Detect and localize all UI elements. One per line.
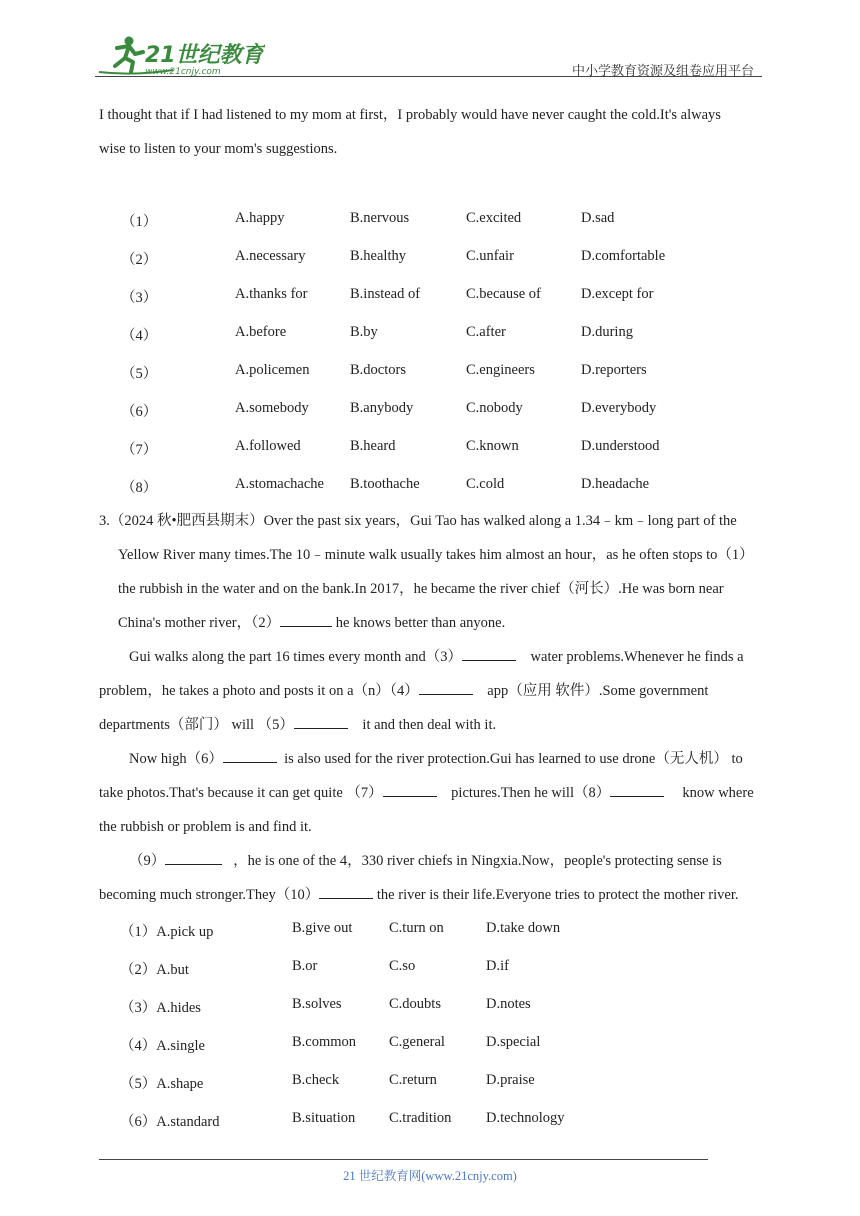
option-number: （4） <box>121 328 158 344</box>
option-b: B.or <box>292 958 318 974</box>
text-line: the rubbish in the water and on the bank.In 2017，he became the river chief（河长）.He was born near <box>118 581 724 597</box>
option-b: B.give out <box>292 920 353 936</box>
option-d: D.except for <box>581 286 654 302</box>
option-b: B.by <box>350 324 378 340</box>
option-a: （3）A.hides <box>120 1000 201 1016</box>
option-a: A.before <box>235 324 287 340</box>
option-d: D.headache <box>581 476 650 492</box>
option-c: C.so <box>389 958 416 974</box>
text-line: the rubbish or problem is and find it. <box>99 819 312 835</box>
option-a: A.thanks for <box>235 286 308 302</box>
answer-blank-7[interactable] <box>383 782 437 797</box>
option-d: D.special <box>486 1034 541 1050</box>
option-b: B.common <box>292 1034 357 1050</box>
option-number: （1） <box>121 214 158 230</box>
option-d: D.everybody <box>581 400 657 416</box>
text-segment: ，he is one of the 4，330 river chiefs in Ningxia.Now，people's protecting sense is <box>233 853 722 869</box>
option-b: B.check <box>292 1072 340 1088</box>
text-segment: China's mother river，（2） <box>118 615 281 631</box>
option-c: C.general <box>389 1034 445 1050</box>
option-a: A.happy <box>235 210 285 226</box>
platform-name: 中小学教育资源及组卷应用平台 <box>571 64 754 79</box>
page-footer[interactable]: 21 世纪教育网(www.21cnjy.com) <box>343 1169 517 1183</box>
text-line: Yellow River many times.The 10﹣minute walk usually takes him almost an hour，as he often stops to（1） <box>118 547 754 563</box>
option-a: A.policemen <box>235 362 310 378</box>
text-segment: departments（部门） will （5） <box>99 717 294 733</box>
option-a: （6）A.standard <box>120 1114 220 1130</box>
text-segment: Gui walks along the part 16 times every month and（3） <box>129 649 463 665</box>
option-d: D.understood <box>581 438 660 454</box>
option-b: B.nervous <box>350 210 410 226</box>
answer-blank-8[interactable] <box>610 782 664 797</box>
option-c: C.cold <box>466 476 505 492</box>
option-d: D.sad <box>581 210 615 226</box>
option-b: B.heard <box>350 438 396 454</box>
answer-blank-10[interactable] <box>319 884 373 899</box>
option-a: A.somebody <box>235 400 309 416</box>
site-logo <box>95 32 265 78</box>
prev-passage <box>99 98 763 166</box>
text-line <box>99 640 763 674</box>
option-c: C.tradition <box>389 1110 452 1126</box>
option-b: B.situation <box>292 1110 356 1126</box>
text-segment: know where <box>682 785 754 801</box>
option-c: C.turn on <box>389 920 444 936</box>
answer-blank-5[interactable] <box>294 714 348 729</box>
svg-text:21世纪教育: 21世纪教育 <box>145 43 264 68</box>
option-d: D.praise <box>486 1072 535 1088</box>
text-segment: app（应用 软件）.Some government <box>487 683 709 699</box>
question-stem: 3.（2024 秋•肥西县期末）Over the past six years，Gui Tao has walked along a 1.34﹣km﹣long part of the <box>99 513 737 529</box>
text-segment: becoming much stronger.They（10） <box>99 887 320 903</box>
option-c: C.return <box>389 1072 437 1088</box>
text-segment: （9） <box>129 853 166 869</box>
q3-passage <box>99 504 763 912</box>
option-d: D.during <box>581 324 633 340</box>
option-d: D.take down <box>486 920 561 936</box>
option-number: （2） <box>121 252 158 268</box>
answer-blank-6[interactable] <box>223 748 277 763</box>
text-line: wise to listen to your mom's suggestions. <box>99 141 338 157</box>
option-b: B.healthy <box>350 248 406 264</box>
option-b: B.instead of <box>350 286 421 302</box>
answer-blank-3[interactable] <box>462 646 516 661</box>
text-line <box>99 708 763 742</box>
text-segment: he knows better than anyone. <box>332 615 506 631</box>
option-number: （8） <box>121 480 158 496</box>
text-segment: it and then deal with it. <box>362 717 497 733</box>
text-segment: water problems.Whenever he finds a <box>530 649 744 665</box>
page-header <box>95 32 762 78</box>
option-a: （4）A.single <box>120 1038 205 1054</box>
text-line <box>99 606 763 640</box>
option-number: （3） <box>121 290 158 306</box>
option-a: A.necessary <box>235 248 306 264</box>
footer-divider <box>99 1159 708 1160</box>
svg-text:www.21cnjy.com: www.21cnjy.com <box>145 67 221 77</box>
option-a: （2）A.but <box>120 962 189 978</box>
option-b: B.toothache <box>350 476 420 492</box>
option-c: C.after <box>466 324 506 340</box>
option-d: D.notes <box>486 996 531 1012</box>
text-segment: is also used for the river protection.Gui has learned to use drone（无人机） to <box>284 751 743 767</box>
answer-blank-2[interactable] <box>280 612 332 627</box>
header-divider <box>95 76 762 77</box>
option-b: B.anybody <box>350 400 414 416</box>
option-number: （7） <box>121 442 158 458</box>
answer-blank-4[interactable] <box>419 680 473 695</box>
text-line <box>99 742 763 776</box>
text-line <box>99 776 763 810</box>
option-number: （5） <box>121 366 158 382</box>
text-segment: the river is their life.Everyone tries to protect the mother river. <box>373 887 739 903</box>
option-c: C.nobody <box>466 400 523 416</box>
text-segment: pictures.Then he will（8） <box>451 785 611 801</box>
option-a: A.followed <box>235 438 301 454</box>
option-d: D.technology <box>486 1110 565 1126</box>
option-d: D.if <box>486 958 509 974</box>
text-line <box>99 878 763 912</box>
option-c: C.excited <box>466 210 522 226</box>
text-line <box>99 674 763 708</box>
option-c: C.because of <box>466 286 541 302</box>
option-b: B.solves <box>292 996 342 1012</box>
text-segment: Now high（6） <box>129 751 223 767</box>
option-a: （1）A.pick up <box>120 924 214 940</box>
option-c: C.doubts <box>389 996 441 1012</box>
text-segment: problem，he takes a photo and posts it on a（n）（4） <box>99 683 419 699</box>
option-d: D.comfortable <box>581 248 666 264</box>
option-a: （5）A.shape <box>120 1076 204 1092</box>
option-number: （6） <box>121 404 158 420</box>
option-c: C.unfair <box>466 248 514 264</box>
text-line <box>99 844 763 878</box>
option-c: C.engineers <box>466 362 535 378</box>
option-d: D.reporters <box>581 362 647 378</box>
option-b: B.doctors <box>350 362 406 378</box>
answer-blank-9[interactable] <box>165 850 222 865</box>
option-a: A.stomachache <box>235 476 324 492</box>
text-line: I thought that if I had listened to my mom at first，I probably would have never caught the cold.It's always <box>99 107 721 123</box>
text-segment: take photos.That's because it can get quite （7） <box>99 785 383 801</box>
option-c: C.known <box>466 438 519 454</box>
